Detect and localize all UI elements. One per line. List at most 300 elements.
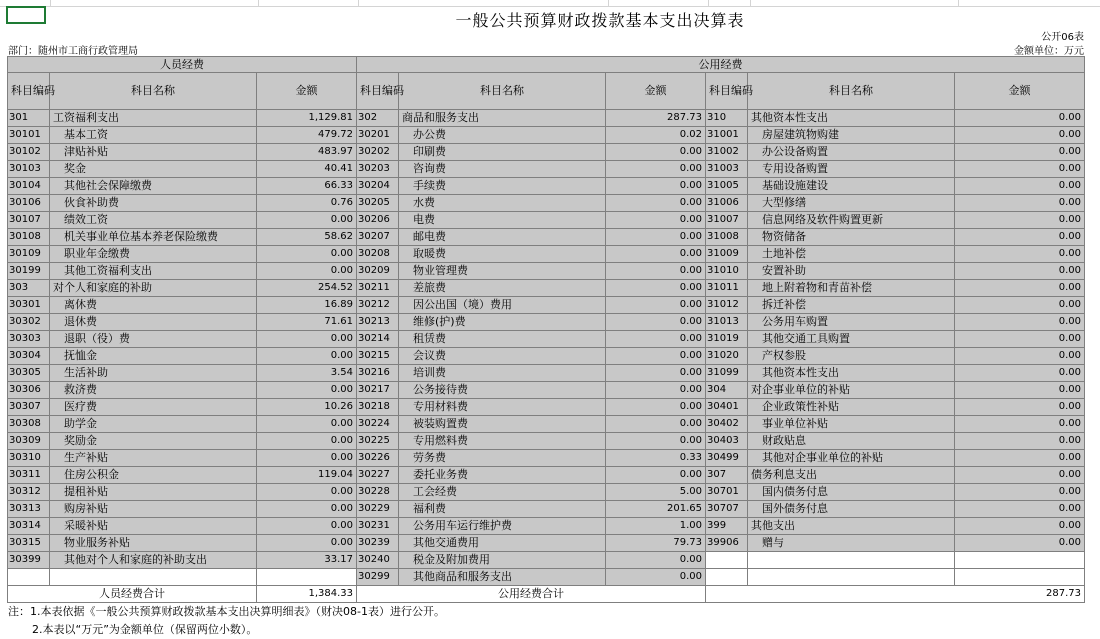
amount-cell: 0.00 — [606, 161, 706, 178]
amount-cell: 0.00 — [606, 229, 706, 246]
code-cell: 30308 — [8, 416, 50, 433]
name-cell: 土地补偿 — [748, 246, 955, 263]
code-cell: 31009 — [706, 246, 748, 263]
name-cell: 信息网络及软件购置更新 — [748, 212, 955, 229]
selected-cell[interactable] — [6, 6, 46, 24]
amount-cell: 0.00 — [257, 518, 357, 535]
amount-cell: 254.52 — [257, 280, 357, 297]
amount-cell: 0.00 — [955, 416, 1085, 433]
name-cell: 其他支出 — [748, 518, 955, 535]
code-cell: 30309 — [8, 433, 50, 450]
amount-cell: 0.00 — [955, 348, 1085, 365]
name-cell: 职业年金缴费 — [50, 246, 257, 263]
code-cell: 302 — [357, 110, 399, 127]
name-cell: 企业政策性补贴 — [748, 399, 955, 416]
amount-cell: 0.00 — [606, 467, 706, 484]
amount-cell: 0.00 — [955, 212, 1085, 229]
amount-cell: 0.00 — [257, 433, 357, 450]
amount-cell: 0.00 — [606, 144, 706, 161]
name-cell: 赠与 — [748, 535, 955, 552]
amount-cell: 10.26 — [257, 399, 357, 416]
name-cell: 地上附着物和青苗补偿 — [748, 280, 955, 297]
code-cell: 30228 — [357, 484, 399, 501]
amount-cell: 1,129.81 — [257, 110, 357, 127]
table-row — [8, 484, 1085, 501]
amount-cell: 0.00 — [955, 161, 1085, 178]
amount-cell: 0.00 — [955, 178, 1085, 195]
name-cell: 债务利息支出 — [748, 467, 955, 484]
amount-cell: 0.00 — [955, 144, 1085, 161]
name-cell: 其他交通工具购置 — [748, 331, 955, 348]
amount-cell: 0.00 — [955, 110, 1085, 127]
name-cell: 产权参股 — [748, 348, 955, 365]
code-cell: 30499 — [706, 450, 748, 467]
amount-cell: 0.00 — [606, 365, 706, 382]
name-cell: 咨询费 — [399, 161, 606, 178]
amount-cell: 0.00 — [257, 484, 357, 501]
code-cell: 301 — [8, 110, 50, 127]
amount-cell: 58.62 — [257, 229, 357, 246]
note-2: 2.本表以“万元”为金额单位（保留两位小数）。 — [32, 623, 258, 636]
name-cell: 被装购置费 — [399, 416, 606, 433]
code-cell: 30227 — [357, 467, 399, 484]
code-cell: 30202 — [357, 144, 399, 161]
name-cell: 事业单位补贴 — [748, 416, 955, 433]
code-cell: 31013 — [706, 314, 748, 331]
code-cell: 31002 — [706, 144, 748, 161]
amount-cell: 0.00 — [606, 569, 706, 586]
public-total-value: 287.73 — [706, 586, 1085, 603]
code-cell: 30226 — [357, 450, 399, 467]
amount-cell: 1.00 — [606, 518, 706, 535]
code-cell — [8, 569, 50, 586]
amount-cell: 0.00 — [606, 297, 706, 314]
code-cell: 30299 — [357, 569, 399, 586]
amount-cell: 0.00 — [955, 365, 1085, 382]
code-cell: 30212 — [357, 297, 399, 314]
note-1: 注：1.本表依据《一般公共预算财政拨款基本支出决算明细表》（财决08-1表）进行公开。 — [8, 605, 445, 618]
amount-cell: 0.00 — [955, 399, 1085, 416]
table-row — [8, 348, 1085, 365]
code-cell: 30305 — [8, 365, 50, 382]
table-row — [8, 382, 1085, 399]
table-row — [8, 331, 1085, 348]
amount-cell: 0.00 — [257, 348, 357, 365]
form-number: 公开06表 — [1041, 32, 1084, 43]
code-cell: 31019 — [706, 331, 748, 348]
personnel-header: 人员经费 — [8, 57, 357, 73]
personnel-total-value: 1,384.33 — [257, 586, 357, 603]
amount-cell: 0.00 — [257, 246, 357, 263]
name-cell — [748, 552, 955, 569]
code-cell: 31001 — [706, 127, 748, 144]
amount-cell: 71.61 — [257, 314, 357, 331]
name-cell: 国外债务付息 — [748, 501, 955, 518]
name-cell: 专用设备购置 — [748, 161, 955, 178]
personnel-total-label: 人员经费合计 — [8, 586, 257, 603]
name-cell: 医疗费 — [50, 399, 257, 416]
amount-cell: 0.00 — [606, 212, 706, 229]
name-cell: 劳务费 — [399, 450, 606, 467]
code-cell: 30311 — [8, 467, 50, 484]
name-header: 科目名称 — [50, 73, 257, 110]
name-cell: 水费 — [399, 195, 606, 212]
name-cell: 会议费 — [399, 348, 606, 365]
name-cell: 退职（役）费 — [50, 331, 257, 348]
amount-cell: 0.00 — [955, 127, 1085, 144]
amount-cell: 0.00 — [606, 263, 706, 280]
name-cell: 生产补贴 — [50, 450, 257, 467]
code-cell: 307 — [706, 467, 748, 484]
name-cell: 机关事业单位基本养老保险缴费 — [50, 229, 257, 246]
name-cell: 离休费 — [50, 297, 257, 314]
name-header: 科目名称 — [748, 73, 955, 110]
code-cell: 30302 — [8, 314, 50, 331]
amount-cell: 5.00 — [606, 484, 706, 501]
code-cell: 30103 — [8, 161, 50, 178]
amount-cell: 0.00 — [606, 314, 706, 331]
name-cell: 公务接待费 — [399, 382, 606, 399]
amount-cell: 3.54 — [257, 365, 357, 382]
code-cell: 30199 — [8, 263, 50, 280]
amount-cell: 0.00 — [257, 501, 357, 518]
code-cell: 31007 — [706, 212, 748, 229]
name-cell: 住房公积金 — [50, 467, 257, 484]
code-cell: 30213 — [357, 314, 399, 331]
notes — [8, 603, 445, 639]
code-cell: 31005 — [706, 178, 748, 195]
name-cell: 绩效工资 — [50, 212, 257, 229]
name-cell: 物业服务补贴 — [50, 535, 257, 552]
amount-cell: 0.00 — [606, 416, 706, 433]
code-cell: 30102 — [8, 144, 50, 161]
name-cell: 手续费 — [399, 178, 606, 195]
name-cell: 救济费 — [50, 382, 257, 399]
amount-cell: 0.00 — [257, 263, 357, 280]
code-cell: 30214 — [357, 331, 399, 348]
code-cell: 30239 — [357, 535, 399, 552]
name-cell: 对个人和家庭的补助 — [50, 280, 257, 297]
name-cell: 其他资本性支出 — [748, 110, 955, 127]
code-cell: 310 — [706, 110, 748, 127]
name-cell: 办公费 — [399, 127, 606, 144]
code-cell — [706, 552, 748, 569]
code-cell: 31099 — [706, 365, 748, 382]
amount-cell: 0.00 — [955, 263, 1085, 280]
amount-cell: 0.00 — [257, 331, 357, 348]
amount-cell: 0.00 — [257, 416, 357, 433]
name-cell: 伙食补助费 — [50, 195, 257, 212]
amount-cell: 287.73 — [606, 110, 706, 127]
table-row — [8, 501, 1085, 518]
amount-header: 金额 — [955, 73, 1085, 110]
code-cell: 30209 — [357, 263, 399, 280]
table-row — [8, 280, 1085, 297]
name-cell: 印刷费 — [399, 144, 606, 161]
amount-cell: 0.33 — [606, 450, 706, 467]
amount-cell — [955, 569, 1085, 586]
table-row — [8, 127, 1085, 144]
amount-cell: 0.00 — [606, 178, 706, 195]
name-cell — [50, 569, 257, 586]
amount-cell: 119.04 — [257, 467, 357, 484]
code-cell: 30314 — [8, 518, 50, 535]
amount-cell — [955, 552, 1085, 569]
amount-cell: 16.89 — [257, 297, 357, 314]
table-row — [8, 314, 1085, 331]
table-row — [8, 450, 1085, 467]
code-cell: 30304 — [8, 348, 50, 365]
name-cell: 助学金 — [50, 416, 257, 433]
amount-cell: 0.00 — [955, 246, 1085, 263]
name-cell: 工会经费 — [399, 484, 606, 501]
amount-cell: 0.00 — [955, 501, 1085, 518]
amount-cell: 0.00 — [955, 484, 1085, 501]
code-cell: 30313 — [8, 501, 50, 518]
name-cell: 抚恤金 — [50, 348, 257, 365]
table-row — [8, 416, 1085, 433]
code-cell: 31010 — [706, 263, 748, 280]
code-cell: 30306 — [8, 382, 50, 399]
code-cell: 31008 — [706, 229, 748, 246]
name-cell: 退休费 — [50, 314, 257, 331]
amount-header: 金额 — [257, 73, 357, 110]
code-cell: 30312 — [8, 484, 50, 501]
amount-cell: 0.02 — [606, 127, 706, 144]
name-cell: 专用燃料费 — [399, 433, 606, 450]
name-cell: 商品和服务支出 — [399, 110, 606, 127]
name-cell: 其他商品和服务支出 — [399, 569, 606, 586]
code-cell: 30203 — [357, 161, 399, 178]
code-cell: 30315 — [8, 535, 50, 552]
code-cell: 303 — [8, 280, 50, 297]
name-cell: 津贴补贴 — [50, 144, 257, 161]
code-cell: 30229 — [357, 501, 399, 518]
code-cell: 31012 — [706, 297, 748, 314]
name-cell: 委托业务费 — [399, 467, 606, 484]
table-row — [8, 535, 1085, 552]
amount-cell: 0.00 — [955, 518, 1085, 535]
name-cell: 奖金 — [50, 161, 257, 178]
code-cell: 30206 — [357, 212, 399, 229]
name-cell: 邮电费 — [399, 229, 606, 246]
name-cell: 购房补贴 — [50, 501, 257, 518]
amount-cell: 0.76 — [257, 195, 357, 212]
code-cell: 30106 — [8, 195, 50, 212]
amount-cell: 40.41 — [257, 161, 357, 178]
public-total-label: 公用经费合计 — [357, 586, 706, 603]
code-cell: 30215 — [357, 348, 399, 365]
name-cell — [748, 569, 955, 586]
name-cell: 电费 — [399, 212, 606, 229]
code-header: 科目编码 — [706, 73, 748, 110]
department-label: 部门：随州市工商行政管理局 — [8, 46, 138, 57]
table-row — [8, 552, 1085, 569]
code-cell: 30204 — [357, 178, 399, 195]
amount-header: 金额 — [606, 73, 706, 110]
name-cell: 其他社会保障缴费 — [50, 178, 257, 195]
name-cell: 采暖补贴 — [50, 518, 257, 535]
name-cell: 其他资本性支出 — [748, 365, 955, 382]
amount-cell: 0.00 — [606, 280, 706, 297]
name-cell: 维修(护)费 — [399, 314, 606, 331]
name-cell: 财政贴息 — [748, 433, 955, 450]
name-cell: 房屋建筑物购建 — [748, 127, 955, 144]
amount-cell: 0.00 — [955, 467, 1085, 484]
code-cell: 30224 — [357, 416, 399, 433]
table-row — [8, 297, 1085, 314]
code-cell: 30403 — [706, 433, 748, 450]
code-cell: 30104 — [8, 178, 50, 195]
name-cell: 对企事业单位的补贴 — [748, 382, 955, 399]
code-cell: 30401 — [706, 399, 748, 416]
name-header: 科目名称 — [399, 73, 606, 110]
code-cell: 30217 — [357, 382, 399, 399]
code-cell: 30399 — [8, 552, 50, 569]
name-cell: 专用材料费 — [399, 399, 606, 416]
code-cell: 30211 — [357, 280, 399, 297]
code-cell — [706, 569, 748, 586]
table-row — [8, 161, 1085, 178]
amount-cell: 201.65 — [606, 501, 706, 518]
table-row — [8, 399, 1085, 416]
table-row — [8, 144, 1085, 161]
table-row — [8, 246, 1085, 263]
name-cell: 公务用车购置 — [748, 314, 955, 331]
amount-cell: 0.00 — [606, 399, 706, 416]
amount-cell: 0.00 — [257, 382, 357, 399]
amount-cell: 479.72 — [257, 127, 357, 144]
amount-cell: 0.00 — [955, 450, 1085, 467]
table-row — [8, 569, 1085, 586]
code-header: 科目编码 — [8, 73, 50, 110]
amount-cell: 0.00 — [955, 229, 1085, 246]
amount-cell: 0.00 — [955, 331, 1085, 348]
code-cell: 30218 — [357, 399, 399, 416]
amount-cell: 483.97 — [257, 144, 357, 161]
code-cell: 30107 — [8, 212, 50, 229]
amount-cell: 0.00 — [606, 433, 706, 450]
name-cell: 其他对企事业单位的补贴 — [748, 450, 955, 467]
code-cell: 30240 — [357, 552, 399, 569]
name-cell: 大型修缮 — [748, 195, 955, 212]
code-cell: 30301 — [8, 297, 50, 314]
code-cell: 31006 — [706, 195, 748, 212]
name-cell: 培训费 — [399, 365, 606, 382]
name-cell: 工资福利支出 — [50, 110, 257, 127]
sheet-grid-top — [0, 0, 1100, 7]
amount-cell: 0.00 — [955, 314, 1085, 331]
amount-cell: 0.00 — [955, 535, 1085, 552]
name-cell: 租赁费 — [399, 331, 606, 348]
name-cell: 税金及附加费用 — [399, 552, 606, 569]
table-row — [8, 212, 1085, 229]
amount-cell: 0.00 — [606, 552, 706, 569]
code-cell: 30225 — [357, 433, 399, 450]
amount-cell: 0.00 — [606, 246, 706, 263]
name-cell: 国内债务付息 — [748, 484, 955, 501]
code-cell: 31003 — [706, 161, 748, 178]
table-row — [8, 433, 1085, 450]
name-cell: 办公设备购置 — [748, 144, 955, 161]
name-cell: 因公出国（境）费用 — [399, 297, 606, 314]
code-cell: 30109 — [8, 246, 50, 263]
name-cell: 提租补贴 — [50, 484, 257, 501]
table-row — [8, 467, 1085, 484]
amount-cell — [257, 569, 357, 586]
code-cell: 30205 — [357, 195, 399, 212]
name-cell: 奖励金 — [50, 433, 257, 450]
code-cell: 30207 — [357, 229, 399, 246]
code-cell: 304 — [706, 382, 748, 399]
name-cell: 福利费 — [399, 501, 606, 518]
table-row — [8, 178, 1085, 195]
expenditure-table — [7, 56, 1085, 603]
unit-label: 金额单位：万元 — [1014, 46, 1084, 57]
name-cell: 其他工资福利支出 — [50, 263, 257, 280]
public-header: 公用经费 — [357, 57, 1085, 73]
name-cell: 基本工资 — [50, 127, 257, 144]
amount-cell: 0.00 — [257, 535, 357, 552]
amount-cell: 0.00 — [257, 450, 357, 467]
code-header: 科目编码 — [357, 73, 399, 110]
table-row — [8, 195, 1085, 212]
code-cell: 30231 — [357, 518, 399, 535]
table-row — [8, 365, 1085, 382]
name-cell: 物业管理费 — [399, 263, 606, 280]
name-cell: 其他对个人和家庭的补助支出 — [50, 552, 257, 569]
name-cell: 生活补助 — [50, 365, 257, 382]
code-cell: 399 — [706, 518, 748, 535]
amount-cell: 33.17 — [257, 552, 357, 569]
amount-cell: 79.73 — [606, 535, 706, 552]
amount-cell: 0.00 — [606, 195, 706, 212]
page-title: 一般公共预算财政拨款基本支出决算表 — [455, 11, 745, 30]
amount-cell: 0.00 — [955, 297, 1085, 314]
code-cell: 30310 — [8, 450, 50, 467]
table-row — [8, 110, 1085, 127]
name-cell: 基础设施建设 — [748, 178, 955, 195]
name-cell: 其他交通费用 — [399, 535, 606, 552]
name-cell: 拆迁补偿 — [748, 297, 955, 314]
name-cell: 物资储备 — [748, 229, 955, 246]
amount-cell: 0.00 — [606, 382, 706, 399]
amount-cell: 0.00 — [955, 382, 1085, 399]
code-cell: 30216 — [357, 365, 399, 382]
code-cell: 30208 — [357, 246, 399, 263]
code-cell: 30402 — [706, 416, 748, 433]
name-cell: 安置补助 — [748, 263, 955, 280]
name-cell: 取暖费 — [399, 246, 606, 263]
name-cell: 公务用车运行维护费 — [399, 518, 606, 535]
amount-cell: 0.00 — [955, 280, 1085, 297]
amount-cell: 0.00 — [955, 195, 1085, 212]
code-cell: 30101 — [8, 127, 50, 144]
code-cell: 30108 — [8, 229, 50, 246]
name-cell: 差旅费 — [399, 280, 606, 297]
code-cell: 30201 — [357, 127, 399, 144]
code-cell: 30303 — [8, 331, 50, 348]
table-row — [8, 518, 1085, 535]
amount-cell: 0.00 — [257, 212, 357, 229]
code-cell: 30707 — [706, 501, 748, 518]
amount-cell: 0.00 — [606, 348, 706, 365]
amount-cell: 66.33 — [257, 178, 357, 195]
code-cell: 39906 — [706, 535, 748, 552]
code-cell: 30307 — [8, 399, 50, 416]
table-row — [8, 263, 1085, 280]
code-cell: 31020 — [706, 348, 748, 365]
